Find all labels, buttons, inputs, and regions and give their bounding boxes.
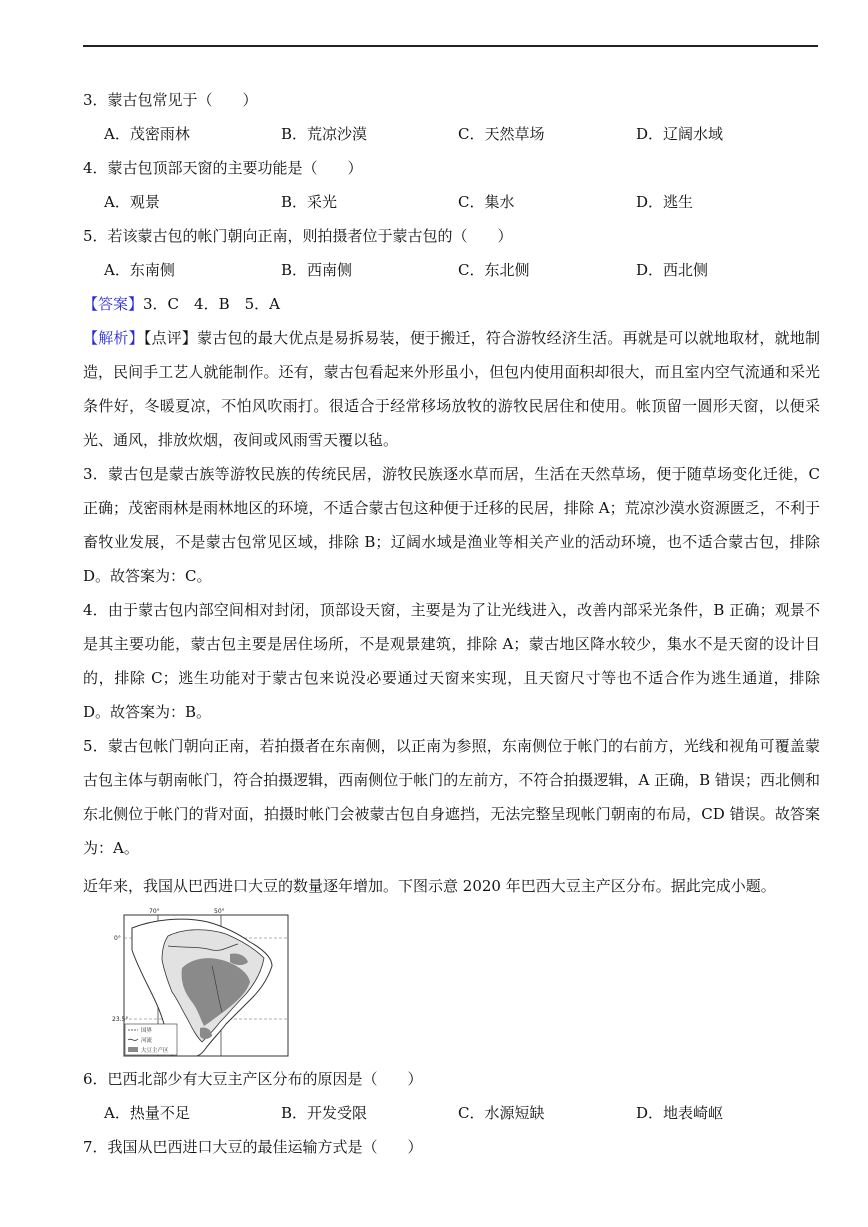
q6-option-d: D．地表崎岖 <box>636 1104 724 1122</box>
q3-option-a: A．茂密雨林 <box>104 125 190 143</box>
analysis-block <box>83 321 820 865</box>
q6-option-c: C．水源短缺 <box>458 1104 545 1122</box>
q4-option-c: C．集水 <box>458 193 515 211</box>
question-6-stem: 6．巴西北部少有大豆主产区分布的原因是（ ） <box>83 1070 423 1088</box>
question-5-stem: 5．若该蒙古包的帐门朝向正南，则拍摄者位于蒙古包的（ ） <box>83 227 513 245</box>
label-lat-0: 0° <box>114 935 121 942</box>
analysis-intro-text: 【点评】蒙古包的最大优点是易拆易装，便于搬迁，符合游牧经济生活。再就是可以就地取材，就地制造，民间手工艺人就能制作。还有，蒙古包看起来外形虽小，但包内使用面积却很大，而且室内空气流通和采光条件好，冬暖夏凉，不怕风吹雨打。很适合于经常移场放牧的游牧民居住和使用。帐顶留一圆形天窗，以便采光、通风，排放炊烟，夜间或风雨雪天覆以毡。 <box>83 329 820 449</box>
q3-option-d: D．辽阔水域 <box>636 125 724 143</box>
analysis-q4: 4．由于蒙古包内部空间相对封闭，顶部设天窗，主要是为了让光线进入，改善内部采光条件，B 正确；观景不是其主要功能，蒙古包主要是居住场所，不是观景建筑，排除 A；蒙古地区降水较少，集水不是天窗的设计目的，排除 C；逃生功能对于蒙古包来说没必要通过天窗来实现，且天窗尺寸等也不适合作为逃生通道，排除 D。故答案为：B。 <box>83 601 820 721</box>
legend-soy-label: 大豆主产区 <box>141 1048 169 1054</box>
answer-line <box>83 294 280 314</box>
legend-border-label: 国界 <box>141 1028 153 1034</box>
question-7-stem: 7．我国从巴西进口大豆的最佳运输方式是（ ） <box>83 1138 423 1156</box>
label-lon-50: 50° <box>214 908 225 915</box>
label-lat-23: 23.5° <box>112 1016 129 1023</box>
q4-option-b: B．采光 <box>281 193 338 211</box>
q3-option-c: C．天然草场 <box>458 125 545 143</box>
legend-soy-symbol <box>128 1047 138 1052</box>
q4-option-a: A．观景 <box>104 193 160 211</box>
q5-option-a: A．东南侧 <box>104 261 175 279</box>
analysis-tag: 【解析】 <box>83 329 144 347</box>
legend-river-label: 河流 <box>141 1038 153 1044</box>
q5-option-d: D．西北侧 <box>636 261 709 279</box>
answer-text: 3．C 4．B 5．A <box>143 295 280 313</box>
q5-option-b: B．西南侧 <box>281 261 353 279</box>
question-3-stem: 3．蒙古包常见于（ ） <box>83 91 258 109</box>
analysis-q5: 5．蒙古包帐门朝向正南，若拍摄者在东南侧，以正南为参照，东南侧位于帐门的右前方，光线和视角可覆盖蒙古包主体与朝南帐门，符合拍摄逻辑，西南侧位于帐门的左前方，不符合拍摄逻辑，A 正确，B 错误；西北侧和东北侧位于帐门的背对面，拍摄时帐门会被蒙古包自身遮挡，无法完整呈现帐门朝南的布局，CD 错误。故答案为：A。 <box>83 737 820 857</box>
question-4-stem: 4．蒙古包顶部天窗的主要功能是（ ） <box>83 159 363 177</box>
q4-option-d: D．逃生 <box>636 193 694 211</box>
brazil-soybean-map <box>112 906 290 1058</box>
q3-option-b: B．荒凉沙漠 <box>281 125 368 143</box>
q5-option-c: C．东北侧 <box>458 261 530 279</box>
label-lon-70: 70° <box>149 908 160 915</box>
analysis-intro <box>83 321 820 457</box>
material-intro: 近年来，我国从巴西进口大豆的数量逐年增加。下图示意 2020 年巴西大豆主产区分布。据此完成小题。 <box>83 877 776 895</box>
answer-tag: 【答案】 <box>83 295 144 313</box>
analysis-q3: 3．蒙古包是蒙古族等游牧民族的传统民居，游牧民族逐水草而居，生活在天然草场，便于随草场变化迁徙，C 正确；茂密雨林是雨林地区的环境，不适合蒙古包这种便于迁移的民居，排除 A；荒凉沙漠水资源匮乏，不利于畜牧业发展，不是蒙古包常见区域，排除 B；辽阔水域是渔业等相关产业的活动环境，也不适合蒙古包，排除 D。故答案为：C。 <box>83 465 820 585</box>
q6-option-b: B．开发受限 <box>281 1104 368 1122</box>
header-rule <box>83 45 818 47</box>
q6-option-a: A．热量不足 <box>104 1104 190 1122</box>
